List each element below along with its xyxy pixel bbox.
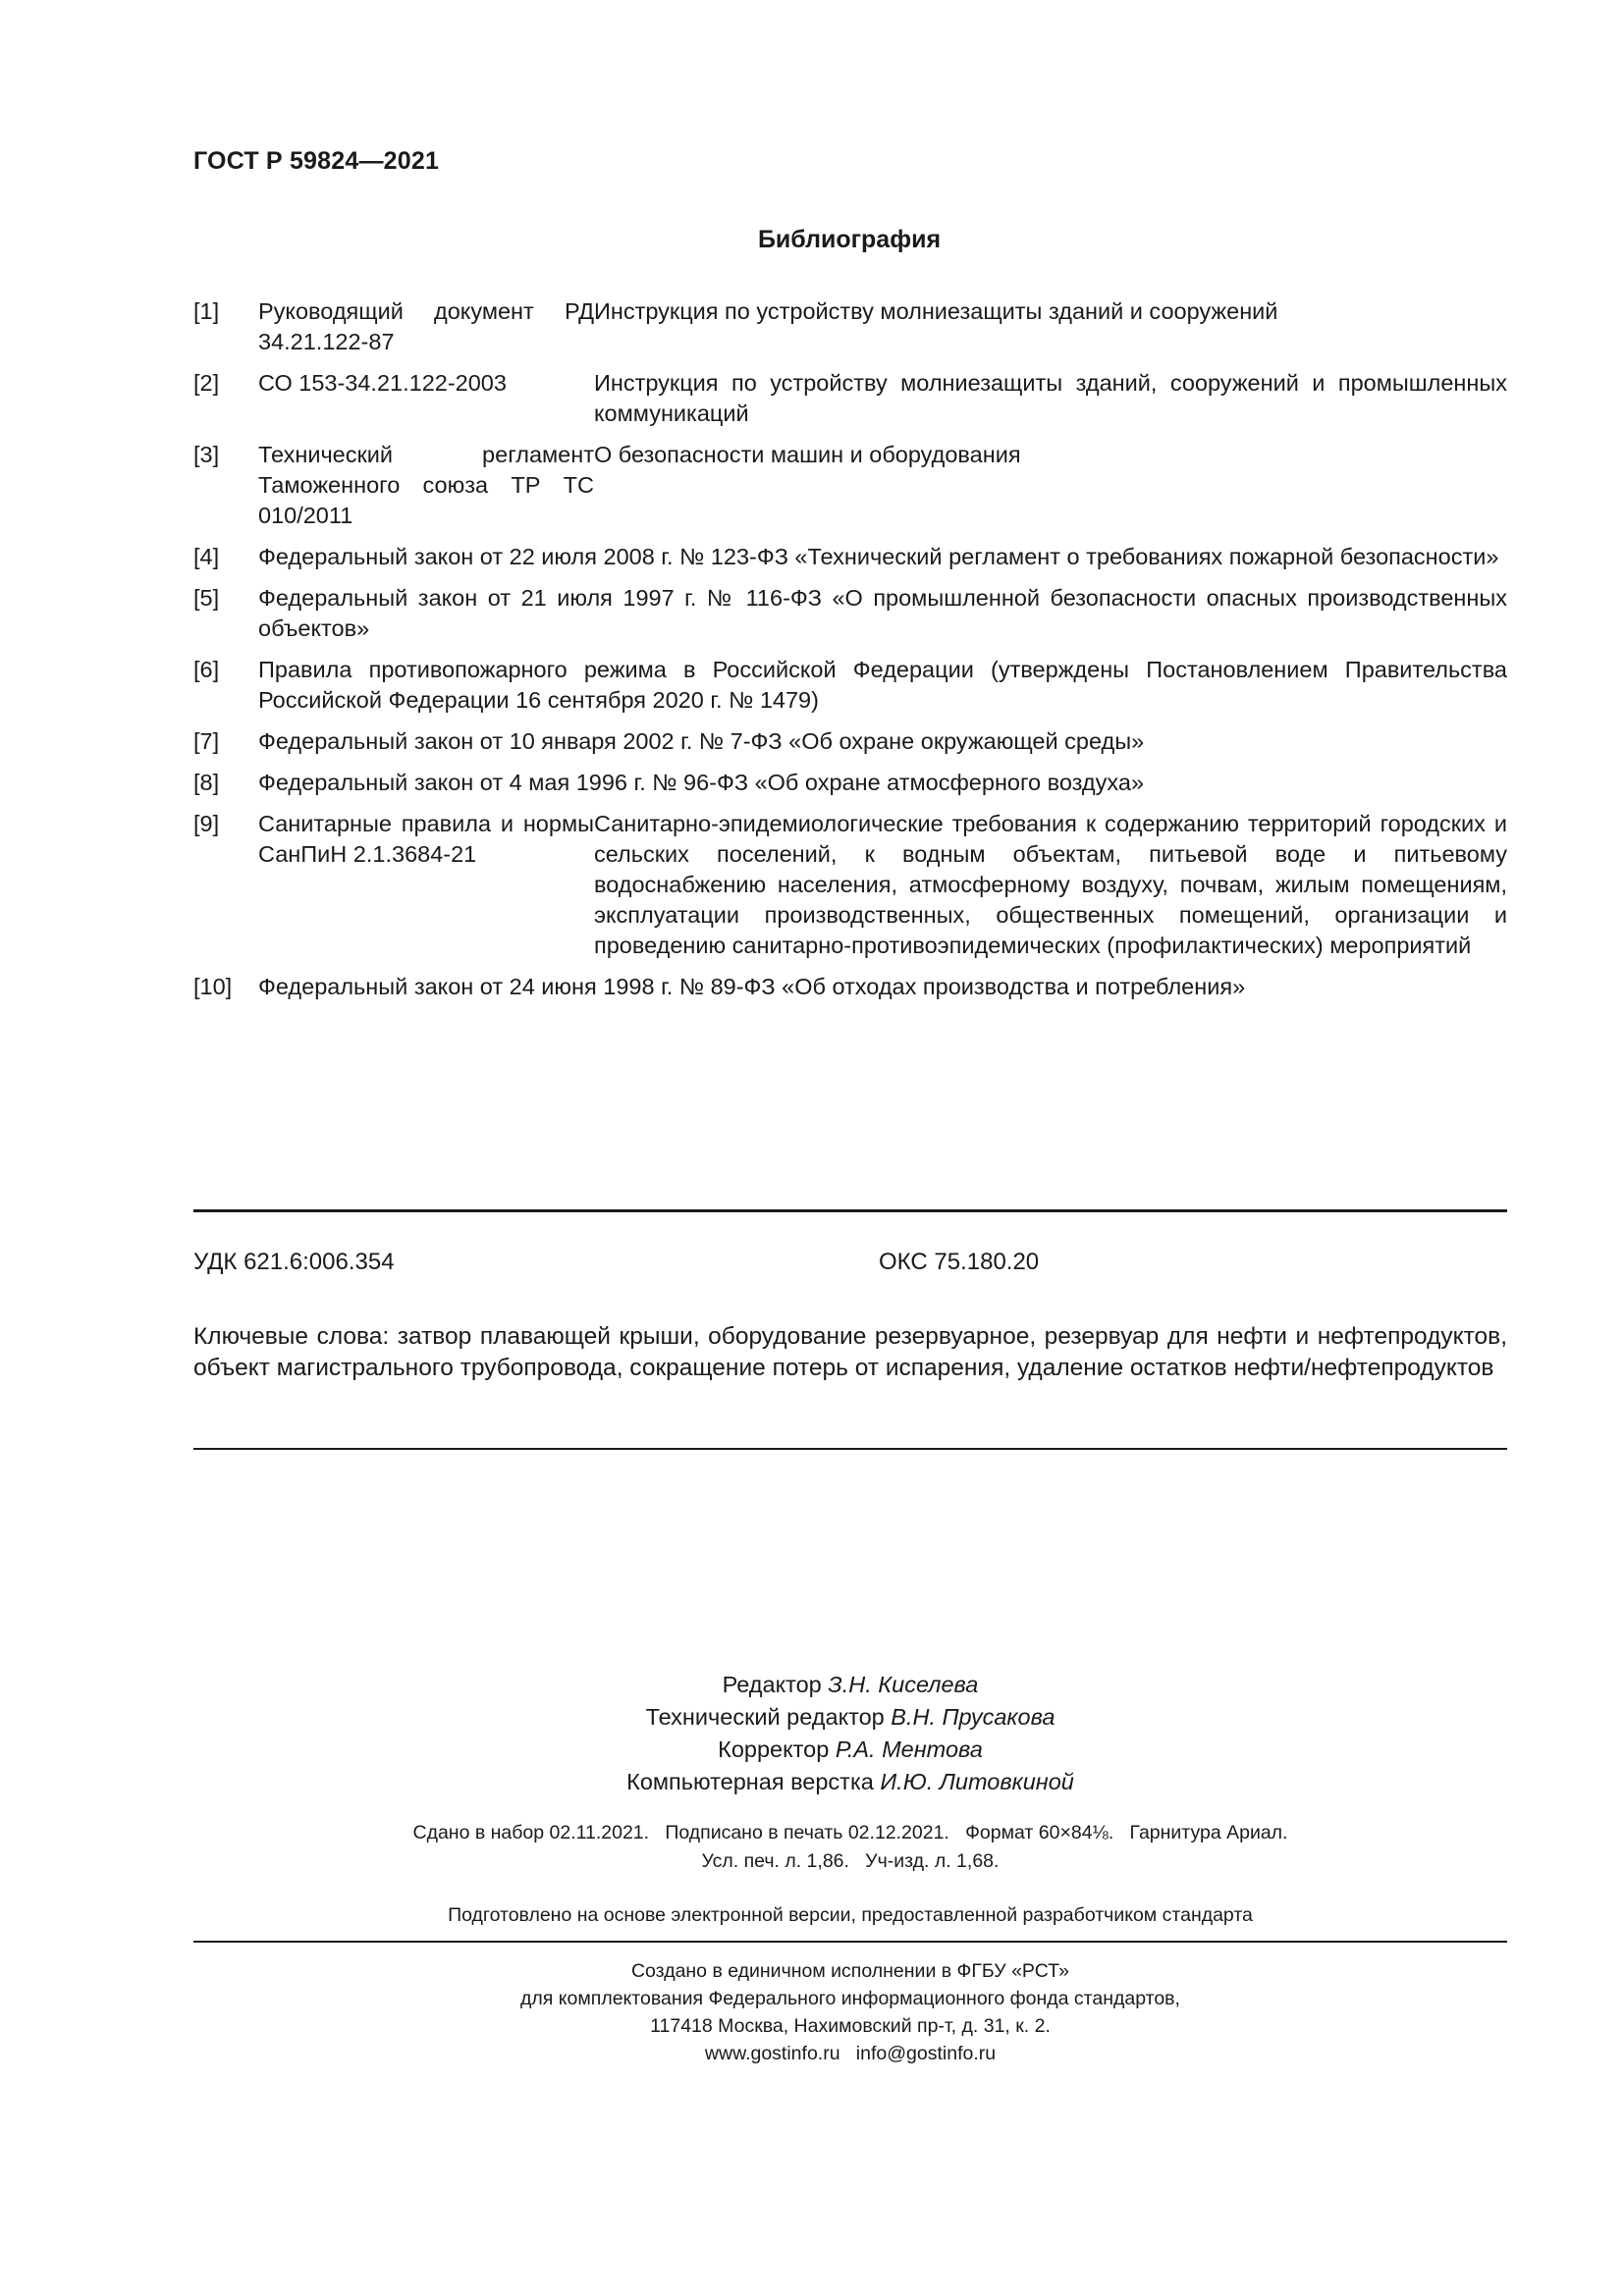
- bibliography-entry: [193, 440, 1507, 531]
- credit-role: Корректор: [718, 1736, 830, 1762]
- divider-footer: [193, 1941, 1507, 1943]
- entry-document: Руководящий документ РД 34.21.122-87: [258, 298, 594, 354]
- bibliography-entry: [193, 583, 1507, 644]
- entry-text: Федеральный закон от 24 июня 1998 г. № 89-ФЗ «Об отходах производства и потребления»: [258, 974, 1246, 999]
- credit-role: Технический редактор: [645, 1704, 885, 1730]
- entry-document: Санитарные правила и нормы СанПиН 2.1.3684-21: [258, 811, 594, 867]
- bibliography-list: [193, 296, 1507, 1013]
- print-info-line: Усл. печ. л. 1,86. Уч-изд. л. 1,68.: [701, 1850, 1000, 1872]
- publisher-footer: [193, 1957, 1507, 2067]
- footer-line: для комплектования Федерального информационного фонда стандартов,: [520, 1988, 1180, 2009]
- udk-code: УДК 621.6:006.354: [193, 1249, 395, 1275]
- oks-code: ОКС 75.180.20: [879, 1249, 1040, 1275]
- entry-text: Федеральный закон от 21 июля 1997 г. № 116-ФЗ «О промышленной безопасности опасных производственных объектов»: [258, 585, 1507, 641]
- footer-line: 117418 Москва, Нахимовский пр-т, д. 31, к. 2.: [650, 2015, 1051, 2037]
- entry-text: Федеральный закон от 22 июля 2008 г. № 123-ФЗ «Технический регламент о требованиях пожарной безопасности»: [258, 544, 1499, 569]
- credit-role: Компьютерная верстка: [626, 1769, 874, 1794]
- credit-person: З.Н. Киселева: [828, 1672, 979, 1697]
- entry-number: [6]: [193, 657, 220, 682]
- footer-contacts: www.gostinfo.ru info@gostinfo.ru: [704, 2043, 997, 2064]
- print-info: [193, 1819, 1507, 1876]
- entry-number: [8]: [193, 770, 220, 795]
- bibliography-entry: [193, 972, 1507, 1002]
- document-code: ГОСТ Р 59824—2021: [193, 147, 440, 175]
- editorial-credits: [193, 1669, 1507, 1798]
- entry-title: Санитарно-эпидемиологические требования к содержанию территорий городских и сельских поселений, к водным объектам, питьевой воде и питьевому водоснабжению населения, атмосферному воздуху, почвам, жилым помещениям, эксплуатации производственных, общественных помещений, организации и проведению санитарно-противоэпидемических (профилактических) мероприятий: [594, 811, 1507, 958]
- bibliography-entry: [193, 655, 1507, 716]
- divider-keywords: [193, 1448, 1507, 1450]
- credit-line: [193, 1766, 1507, 1798]
- entry-title: Инструкция по устройству молниезащиты зданий и сооружений: [594, 298, 1278, 324]
- keywords-paragraph: Ключевые слова: затвор плавающей крыши, оборудование резервуарное, резервуар для нефти и нефтепродуктов, объект магистрального трубопровода, сокращение потерь от испарения, удаление остатков нефти/нефтепродуктов: [193, 1323, 1507, 1381]
- bibliography-entry: [193, 809, 1507, 961]
- entry-document: Технический регламент Таможенного союза ТР ТС 010/2011: [258, 442, 594, 528]
- credit-line: [193, 1701, 1507, 1734]
- bibliography-title: Библиография: [757, 226, 942, 253]
- bibliography-entry: [193, 726, 1507, 757]
- credit-line: [193, 1734, 1507, 1766]
- entry-number: [10]: [193, 974, 233, 999]
- credit-person: Р.А. Ментова: [835, 1736, 983, 1762]
- print-info-line: Сдано в набор 02.11.2021. Подписано в печать 02.12.2021. Формат 60×84⅛. Гарнитура Ариал.: [412, 1822, 1288, 1843]
- entry-number: [2]: [193, 370, 220, 396]
- entry-number: [1]: [193, 298, 220, 324]
- bibliography-entry: [193, 296, 1507, 357]
- entry-text: Правила противопожарного режима в Российской Федерации (утверждены Постановлением Правительства Российской Федерации 16 сентября 2020 г. № 1479): [258, 657, 1507, 713]
- entry-title: О безопасности машин и оборудования: [594, 442, 1021, 467]
- entry-number: [5]: [193, 585, 220, 611]
- credit-role: Редактор: [722, 1672, 822, 1697]
- entry-number: [3]: [193, 442, 220, 467]
- entry-document: СО 153-34.21.122-2003: [258, 370, 507, 396]
- bibliography-entry: [193, 542, 1507, 572]
- credit-line: [193, 1669, 1507, 1701]
- bibliography-entry: [193, 368, 1507, 429]
- entry-text: Федеральный закон от 4 мая 1996 г. № 96-ФЗ «Об охране атмосферного воздуха»: [258, 770, 1145, 795]
- credit-person: В.Н. Прусакова: [891, 1704, 1056, 1730]
- entry-title: Инструкция по устройству молниезащиты зданий, сооружений и промышленных коммуникаций: [594, 370, 1507, 426]
- prepared-note: Подготовлено на основе электронной версии, предоставленной разработчиком стандарта: [448, 1904, 1253, 1926]
- entry-text: Федеральный закон от 10 января 2002 г. № 7-ФЗ «Об охране окружающей среды»: [258, 728, 1145, 754]
- entry-number: [7]: [193, 728, 220, 754]
- bibliography-entry: [193, 768, 1507, 798]
- footer-line: Создано в единичном исполнении в ФГБУ «РСТ»: [630, 1960, 1070, 1982]
- entry-number: [4]: [193, 544, 220, 569]
- entry-number: [9]: [193, 811, 220, 836]
- divider-top: [193, 1209, 1507, 1212]
- credit-person: И.Ю. Литовкиной: [880, 1769, 1074, 1794]
